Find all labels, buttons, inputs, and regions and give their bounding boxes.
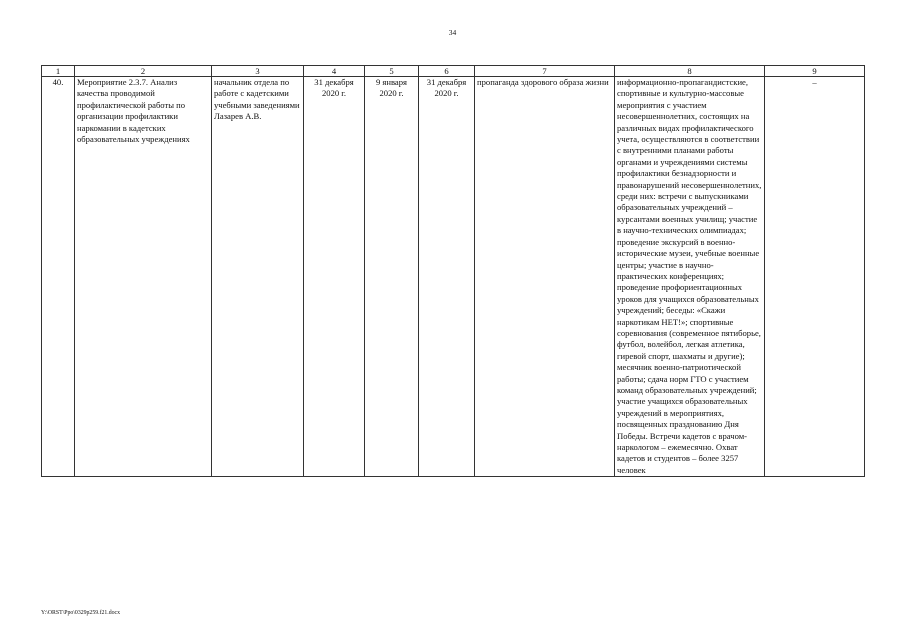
report-table — [41, 65, 865, 477]
header-cell: 4 — [304, 66, 365, 77]
date-cell-5: 9 января 2020 г. — [365, 77, 419, 477]
footer-file-path: Y:\ORST\Ppo\0329p259.f21.docx — [41, 610, 121, 616]
header-cell: 6 — [419, 66, 475, 77]
header-cell: 1 — [42, 66, 75, 77]
header-cell: 3 — [212, 66, 304, 77]
description-cell: информационно-пропагандистские, спортивные и культурно-массовые мероприятия с участием несовершеннолетних, состоящих на различных видах профилактического учета, осуществляются в соответствии с внутренними планами работы органами и учреждениями системы профилактики безнадзорности и правонарушений несовершеннолетних, среди них: встречи с выпускниками образовательных учреждений – курсантами военных училищ; участие в научно-технических олимпиадах; проведение экскурсий в военно-исторические музеи, учебные военные центры; участие в научно-практических конференциях; проведение профориентационных уроков для учащихся образовательных учреждений; беседы: «Скажи наркотикам НЕТ!»; спортивные соревнования (современное пятиборье, футбол, волейбол, легкая атлетика, гиревой спорт, шахматы и другие); месячник военно-патриотической работы; сдача норм ГТО с участием команд образовательных учреждений; участие учащихся образовательных учреждений в мероприятиях, посвященных празднованию Дня Победы. Встречи кадетов с врачом-наркологом – ежемесячно. Охват кадетов и студентов – более 3257 человек — [615, 77, 765, 477]
result-cell: пропаганда здорового образа жизни — [475, 77, 615, 477]
header-cell: 9 — [765, 66, 865, 77]
page-number: 34 — [448, 28, 457, 37]
responsible-cell: начальник отдела по работе с кадетскими учебными заведениями Лазарев А.В. — [212, 77, 304, 477]
header-cell: 5 — [365, 66, 419, 77]
note-cell: – — [765, 77, 865, 477]
header-cell: 7 — [475, 66, 615, 77]
date-cell-4: 31 декабря 2020 г. — [304, 77, 365, 477]
header-cell: 8 — [615, 66, 765, 77]
header-cell: 2 — [75, 66, 212, 77]
event-cell: Мероприятие 2.3.7. Анализ качества проводимой профилактической работы по организации профилактики наркомании в кадетских образовательных учреждениях — [75, 77, 212, 477]
date-cell-6: 31 декабря 2020 г. — [419, 77, 475, 477]
row-number-cell: 40. — [42, 77, 75, 477]
table-row — [42, 77, 865, 477]
header-row — [42, 66, 865, 77]
